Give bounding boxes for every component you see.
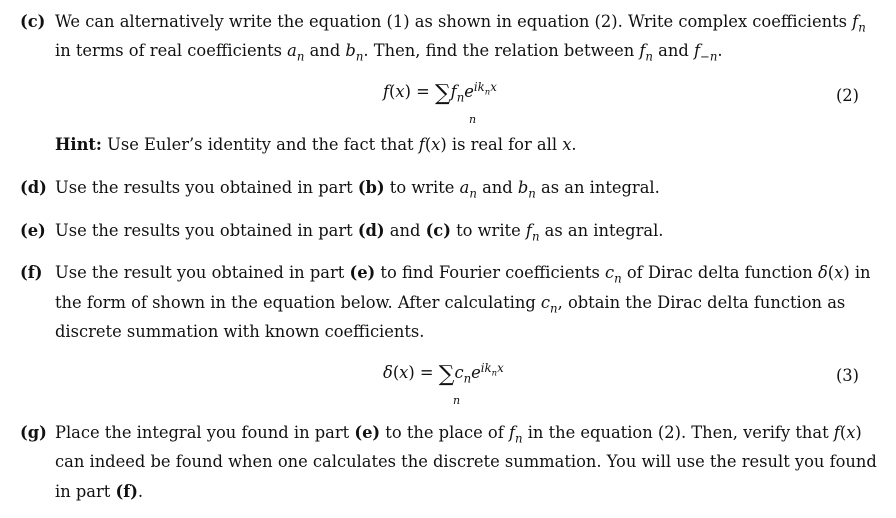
part-f-label: (f) bbox=[20, 263, 43, 282]
part-f-line-1: Use the result you obtained in part (e) to find Fourier coefficients $c_n$ of Dirac delta function δ(x) in bbox=[55, 263, 871, 286]
hint-label: Hint: bbox=[55, 135, 102, 154]
part-e-label: (e) bbox=[20, 221, 46, 240]
equation-3: $\delta(x) = \sum c_ne^{ik_nx}$ n bbox=[383, 360, 504, 407]
equation-2: $f(x) = \sum f_ne^{ik_nx}$ n bbox=[383, 79, 497, 126]
summation-index: n bbox=[469, 113, 477, 126]
part-g-label: (g) bbox=[20, 423, 47, 442]
part-f-line-2: the form of shown in the equation below. After calculating $c_n$, obtain the Dirac delta function as bbox=[55, 293, 846, 316]
part-e-line-1: Use the results you obtained in part (d) and (c) to write $f_n$ as an integral. bbox=[55, 221, 664, 244]
part-g-line-1: Place the integral you found in part (e) to the place of $f_n$ in the equation (2). Then, verify that f(x) bbox=[55, 423, 862, 446]
part-c-line-2: in terms of real coefficients $a_n$ and $b_n$. Then, find the relation between $f_n$ and $f_{-n}$. bbox=[55, 41, 723, 64]
equation-2-number: (2) bbox=[835, 86, 859, 105]
hint-line: Hint: Use Euler’s identity and the fact that f(x) is real for all x. bbox=[55, 135, 577, 154]
summation-symbol: ∑ bbox=[434, 81, 451, 106]
part-g-line-2: can indeed be found when one calculates the discrete summation. You will use the result you found bbox=[55, 452, 877, 471]
part-g-line-3: in part (f). bbox=[55, 482, 144, 501]
summation-symbol: ∑ bbox=[438, 362, 455, 387]
part-c-line-1: We can alternatively write the equation (1) as shown in equation (2). Write complex coefficients $f_n$ bbox=[55, 12, 866, 35]
equation-3-number: (3) bbox=[835, 366, 859, 385]
part-d-label: (d) bbox=[20, 178, 47, 197]
part-c-label: (c) bbox=[20, 12, 46, 31]
part-d-line-1: Use the results you obtained in part (b) to write $a_n$ and $b_n$ as an integral. bbox=[55, 178, 660, 201]
part-f-line-3: discrete summation with known coefficients. bbox=[55, 322, 425, 341]
summation-index: n bbox=[453, 394, 461, 407]
